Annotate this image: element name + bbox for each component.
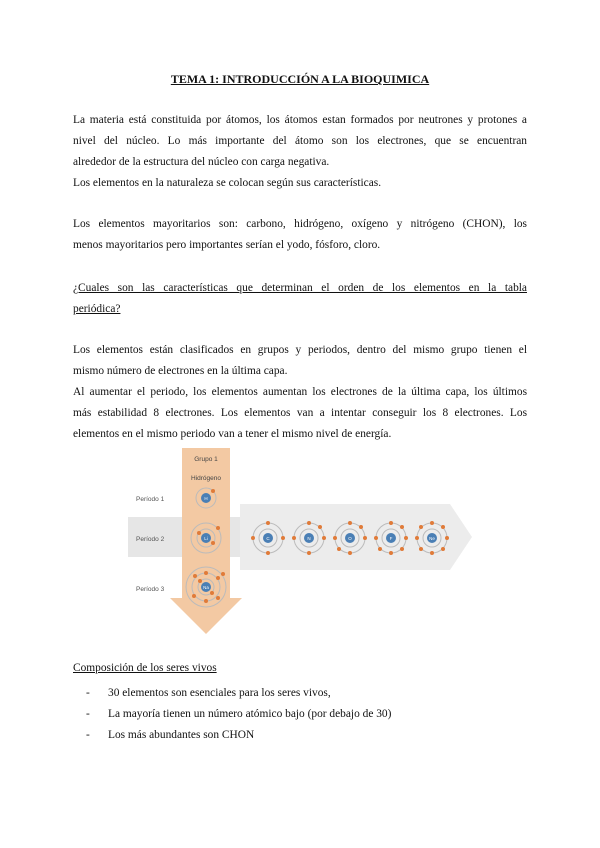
intro-line: Los elementos en la naturaleza se colocan según sus características. bbox=[73, 177, 382, 189]
answer-line: más estabilidad 8 electrones. Los elementos van a intentar conseguir los 8 electrones. Los bbox=[73, 407, 527, 419]
period-label: Período 2 bbox=[136, 536, 165, 543]
atom-symbol: Na bbox=[203, 585, 209, 590]
intro-line: La materia está constituida por átomos, los átomos estan formados por neutrones y protones a bbox=[73, 114, 527, 126]
group-element-label: Hidrógeno bbox=[191, 475, 221, 482]
intro-line: nivel del núcleo. Lo más importante del átomo son los electrones, que se encuentran bbox=[73, 135, 527, 147]
majority-paragraph bbox=[73, 214, 527, 256]
answer-line: Al aumentar el periodo, los elementos aumentan los electrones de la última capa, los últimos bbox=[73, 386, 527, 398]
question-line: ¿Cuales son las características que determinan el orden de los elementos en la tabla bbox=[73, 282, 527, 294]
list-item-text: La mayoría tienen un número atómico bajo (por debajo de 30) bbox=[108, 708, 392, 720]
period-label: Período 1 bbox=[136, 496, 165, 503]
period-label: Período 3 bbox=[136, 586, 165, 593]
intro-paragraph bbox=[73, 110, 527, 194]
period-arrow bbox=[240, 504, 472, 570]
page-title: TEMA 1: INTRODUCCIÓN A LA BIOQUIMICA bbox=[170, 72, 430, 86]
answer-line: elementos en el mismo periodo van a tener el mismo nivel de energía. bbox=[73, 428, 392, 440]
bullet-dash: - bbox=[86, 729, 90, 741]
bullet-dash: - bbox=[86, 708, 90, 720]
answer-paragraph bbox=[73, 340, 527, 445]
intro-line: alrededor de la estructura del núcleo con carga negativa. bbox=[73, 156, 330, 168]
atom-symbol: N bbox=[307, 536, 311, 541]
answer-line: mismo número de electrones en la última capa. bbox=[73, 365, 288, 377]
majority-line: Los elementos mayoritarios son: carbono, hidrógeno, oxígeno y nitrógeno (CHON), los bbox=[73, 218, 527, 230]
composition-list bbox=[86, 683, 526, 746]
list-item-text: Los más abundantes son CHON bbox=[108, 729, 255, 741]
bullet-dash: - bbox=[86, 687, 90, 699]
list-item-text: 30 elementos son esenciales para los seres vivos, bbox=[108, 687, 331, 699]
composition-title: Composición de los seres vivos bbox=[73, 662, 217, 674]
question-paragraph bbox=[73, 278, 527, 320]
list-item bbox=[86, 683, 526, 704]
atom-symbol: F bbox=[389, 536, 393, 541]
atom-symbol: Li bbox=[204, 536, 208, 541]
list-item bbox=[86, 725, 526, 746]
group-label: Grupo 1 bbox=[194, 456, 218, 463]
atom-symbol: O bbox=[348, 536, 352, 541]
atom-symbol: Ne bbox=[429, 536, 435, 541]
majority-line: menos mayoritarios pero importantes serían el yodo, fósforo, cloro. bbox=[73, 239, 381, 251]
list-item bbox=[86, 704, 526, 725]
atom-symbol: H bbox=[204, 496, 208, 501]
periodic-table-figure bbox=[128, 448, 472, 638]
atom-symbol: C bbox=[266, 536, 270, 541]
answer-line: Los elementos están clasificados en grupos y periodos, dentro del mismo grupo tienen el bbox=[73, 344, 527, 356]
atom-sodium bbox=[186, 567, 226, 607]
question-line: periódica? bbox=[73, 303, 121, 315]
